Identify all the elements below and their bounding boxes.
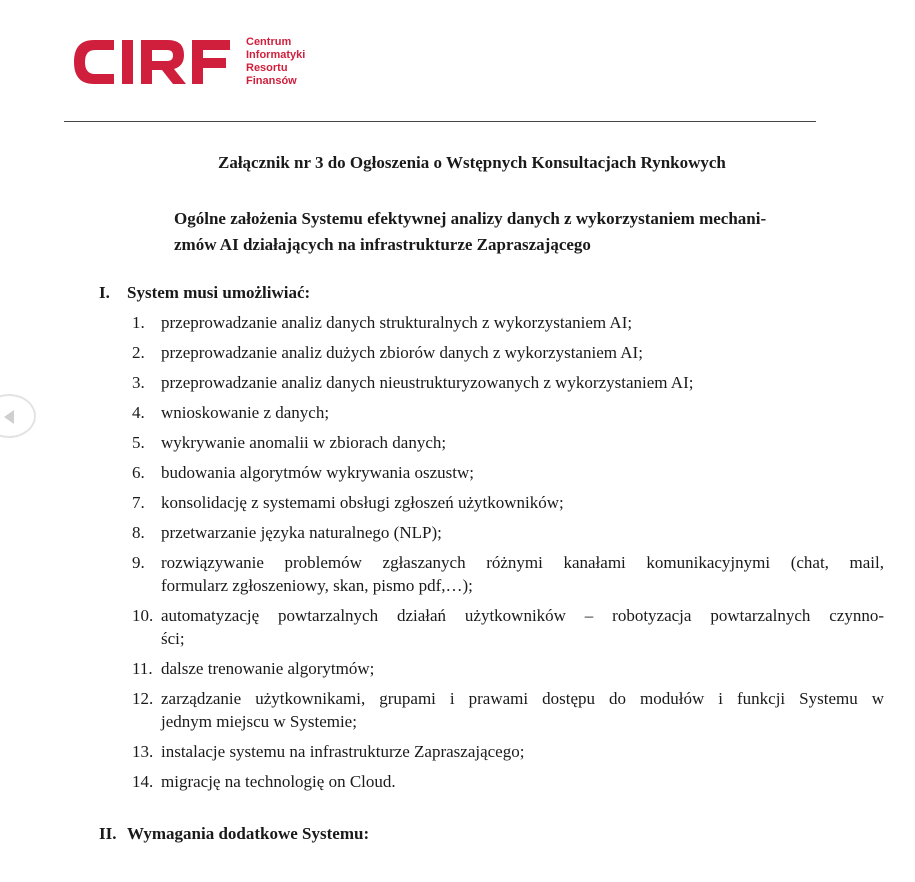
list-item [132,740,884,763]
cirf-logo [70,34,305,90]
list-item-number: 10. [132,606,154,625]
list-item-line: ści; [161,629,185,648]
logo-subtitle [246,36,305,88]
list-item-line: migrację na technologię on Cloud. [161,772,396,791]
list-item-line: konsolidację z systemami obsługi zgłoszeń użytkowników; [161,493,564,512]
list-item-number: 8. [132,523,145,542]
requirements-list [132,311,884,800]
list-item-line: automatyzację powtarzalnych działań użytkowników – robotyzacja powtarzalnych czynno- [161,606,884,625]
list-item-line: rozwiązywanie problemów zgłaszanych różnymi kanałami komunikacyjnymi (chat, mail, [161,553,884,572]
list-item-number: 1. [132,313,145,332]
list-item [132,311,884,334]
header-divider [64,121,816,122]
section-title: Wymagania dodatkowe Systemu: [127,824,370,843]
list-item [132,431,884,454]
list-item-line: jednym miejscu w Systemie; [161,712,357,731]
list-item-text [132,770,884,793]
list-item-text [132,491,884,514]
list-item [132,551,884,597]
list-item-text [132,311,884,334]
list-item [132,657,884,680]
list-item-number: 7. [132,493,145,512]
list-item-number: 12. [132,689,154,708]
list-item-number: 2. [132,343,145,362]
list-item-line: dalsze trenowanie algorytmów; [161,659,375,678]
list-item-line: instalacje systemu na infrastrukturze Zapraszającego; [161,742,525,761]
previous-page-button[interactable] [0,394,36,438]
list-item [132,371,884,394]
list-item-text [132,740,884,763]
list-item [132,521,884,544]
list-item-number: 14. [132,772,154,791]
list-item-line: wnioskowanie z danych; [161,403,330,422]
list-item-line: przetwarzanie języka naturalnego (NLP); [161,523,442,542]
list-item [132,604,884,650]
list-item-text [132,461,884,484]
list-item-line: przeprowadzanie analiz dużych zbiorów danych z wykorzystaniem AI; [161,343,643,362]
list-item-number: 6. [132,463,145,482]
section-number: I. [99,283,110,302]
list-item-text [132,341,884,364]
list-item-number: 9. [132,553,145,572]
section-title: System musi umożliwiać: [127,283,311,302]
list-item-line: wykrywanie anomalii w zbiorach danych; [161,433,447,452]
list-item [132,341,884,364]
document-title-line: zmów AI działających na infrastrukturze Zapraszającego [174,235,591,254]
section-heading-2 [99,824,369,844]
list-item-text [132,687,884,733]
logo-line: Centrum [246,36,292,48]
list-item-number: 11. [132,659,153,678]
document-title [174,206,874,258]
annex-title: Załącznik nr 3 do Ogłoszenia o Wstępnych Konsultacjach Rynkowych [218,153,726,172]
document-title-line: Ogólne założenia Systemu efektywnej analizy danych z wykorzystaniem mechani- [174,209,767,228]
list-item-line: budowania algorytmów wykrywania oszustw; [161,463,475,482]
list-item [132,491,884,514]
list-item-line: przeprowadzanie analiz danych strukturalnych z wykorzystaniem AI; [161,313,633,332]
list-item [132,401,884,424]
list-item-number: 3. [132,373,145,392]
list-item-text [132,521,884,544]
list-item [132,770,884,793]
section-number: II. [99,824,117,843]
list-item [132,687,884,733]
list-item-text [132,401,884,424]
section-heading-1 [99,283,310,303]
logo-line: Resortu [246,62,288,74]
list-item-text [132,371,884,394]
chevron-left-icon [4,410,16,424]
list-item-text [132,657,884,680]
logo-mark [70,34,234,90]
logo-line: Informatyki [246,49,306,61]
list-item [132,461,884,484]
logo-mark-graphic [70,34,234,90]
list-item-number: 13. [132,742,154,761]
list-item-line: zarządzanie użytkownikami, grupami i prawami dostępu do modułów i funkcji Systemu w [161,689,884,708]
list-item-line: przeprowadzanie analiz danych nieustrukturyzowanych z wykorzystaniem AI; [161,373,694,392]
list-item-line: formularz zgłoszeniowy, skan, pismo pdf,…); [161,576,473,595]
list-item-text [132,604,884,650]
list-item-text [132,551,884,597]
list-item-number: 5. [132,433,145,452]
list-item-number: 4. [132,403,145,422]
logo-line: Finansów [246,75,297,87]
list-item-text [132,431,884,454]
